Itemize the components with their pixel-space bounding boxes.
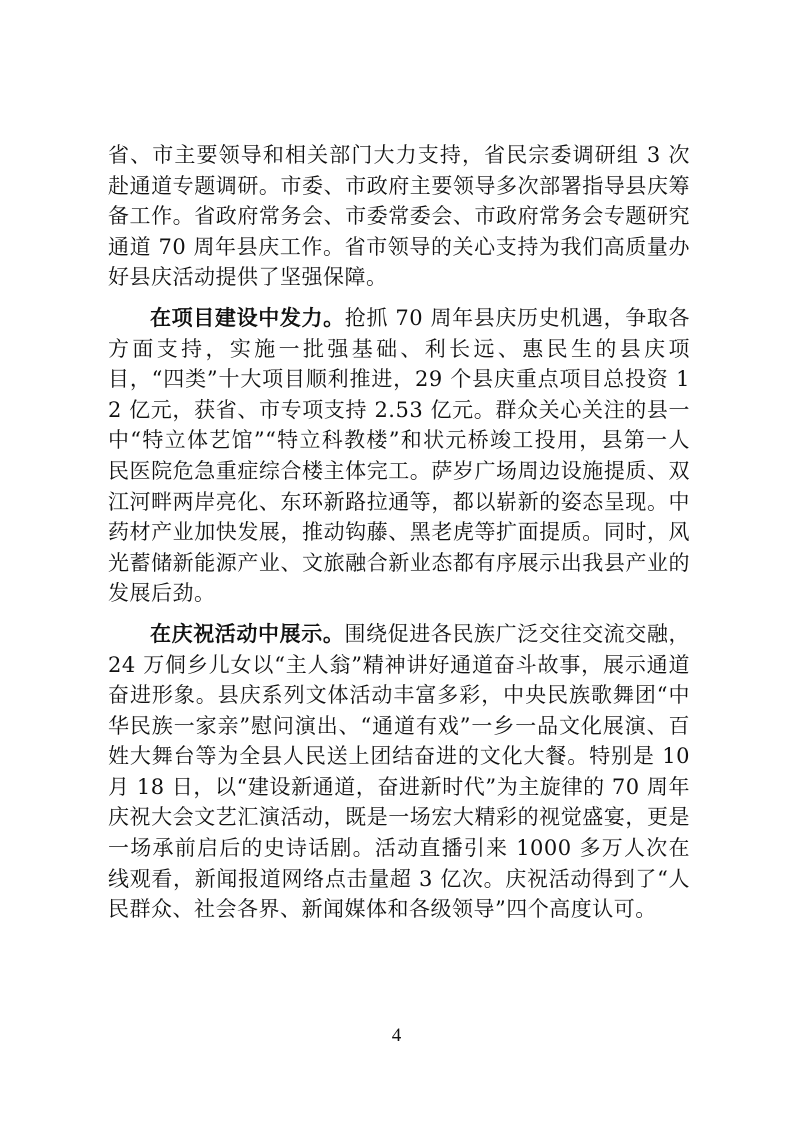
paragraph-text: 省、市主要领导和相关部门大力支持，省民宗委调研组 3 次赴通道专题调研。市委、市政府主要领导多次部署指导县庆筹备工作。省政府常务会、市委常委会、市政府常务会专题研究通道 70 周年县庆工作。省市领导的关心支持为我们高质量办好县庆活动提供了坚强保障。 [108, 143, 690, 290]
paragraph-continued [108, 140, 690, 293]
paragraph-celebration-activities [108, 619, 690, 925]
paragraph-lead-heading: 在庆祝活动中展示。 [150, 621, 345, 646]
paragraph-text: 抢抓 70 周年县庆历史机遇，争取各方面支持，实施一批强基础、利长远、惠民生的县庆项目，“四类”十大项目顺利推进，29 个县庆重点项目总投资 12 亿元，获省、市专项支持 2.53 亿元。群众关心关注的县一中“特立体艺馆”“特立科教楼”和状元桥竣工投用，县第一人民医院危急重症综合楼主体完工。萨岁广场周边设施提质、双江河畔两岸亮化、东环新路拉通等，都以崭新的姿态呈现。中药材产业加快发展，推动钩藤、黑老虎等扩面提质。同时，风光蓄储新能源产业、文旅融合新业态都有序展示出我县产业的发展后劲。 [108, 305, 691, 606]
page-number: 4 [391, 1025, 402, 1046]
document-body [108, 140, 690, 925]
paragraph-lead-heading: 在项目建设中发力。 [150, 305, 345, 330]
paragraph-text: 围绕促进各民族广泛交往交流交融，24 万侗乡儿女以“主人翁”精神讲好通道奋斗故事，展示通道奋进形象。县庆系列文体活动丰富多彩，中央民族歌舞团“中华民族一家亲”慰问演出、“通道有戏”一乡一品文化展演、百姓大舞台等为全县人民送上团结奋进的文化大餐。特别是 10 月 18 日，以“建设新通道，奋进新时代”为主旋律的 70 周年庆祝大会文艺汇演活动，既是一场宏大精彩的视觉盛宴，更是一场承前启后的史诗话剧。活动直播引来 1000 多万人次在线观看，新闻报道网络点击量超 3 亿次。庆祝活动得到了“人民群众、社会各界、新闻媒体和各级领导”四个高度认可。 [108, 621, 690, 922]
paragraph-project-construction [108, 303, 690, 609]
